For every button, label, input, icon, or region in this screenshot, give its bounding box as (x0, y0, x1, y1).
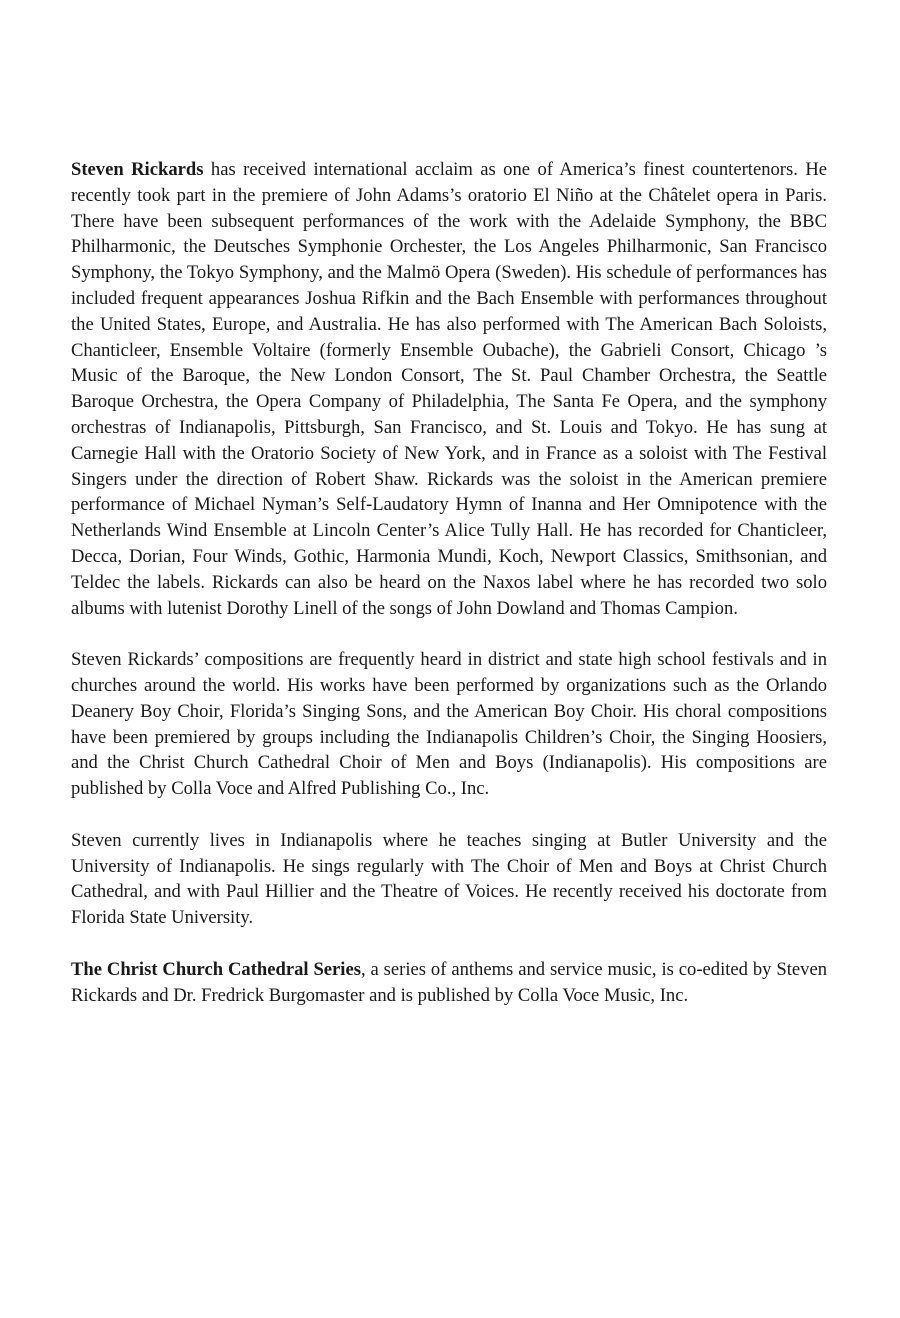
bio-compositions-text: Steven Rickards’ compositions are frequently heard in district and state high school festivals and in churches around the world. His works have been performed by organizations such as the Orlando Deanery Boy Choir, Florida’s Singing Sons, and the American Boy Choir. His choral compositions have been premiered by groups including the Indianapolis Children’s Choir, the Singing Hoosiers, and the Christ Church Cathedral Choir of Men and Boys (Indianapolis). His compositions are published by Colla Voce and Alfred Publishing Co., Inc. (71, 649, 827, 800)
bio-residence-text: Steven currently lives in Indianapolis where he teaches singing at Butler University and the University of Indianapolis. He sings regularly with The Choir of Men and Boys at Christ Church Cathedral, and with Paul Hillier and the Theatre of Voices. He recently received his doctorate from Florida State University. (71, 829, 827, 929)
bio-paragraph-career (71, 157, 827, 621)
bio-paragraph-residence (71, 828, 827, 931)
series-text: , a series of anthems and service music, is co-edited by Steven Rickards and Dr. Fredrick Burgomaster and is published by Colla Voce Music, Inc. (71, 958, 827, 1006)
series-title: The Christ Church Cathedral Series (71, 958, 361, 980)
series-paragraph (71, 957, 827, 1009)
bio-career-text: has received international acclaim as one of America’s finest countertenors. He recently took part in the premiere of John Adams’s oratorio El Niño at the Châtelet opera in Paris. There have been subsequent performances of the work with the Adelaide Symphony, the BBC Philharmonic, the Deutsches Symphonie Orchester, the Los Angeles Philharmonic, San Francisco Symphony, the Tokyo Symphony, and the Malmö Opera (Sweden). His schedule of performances has included frequent appearances Joshua Rifkin and the Bach Ensemble with performances throughout the United States, Europe, and Australia. He has also performed with The American Bach Soloists, Chanticleer, Ensemble Voltaire (formerly Ensemble Oubache), the Gabrieli Consort, Chicago ’s Music of the Baroque, the New London Consort, The St. Paul Chamber Orchestra, the Seattle Baroque Orchestra, the Opera Company of Philadelphia, The Santa Fe Opera, and the symphony orchestras of Indianapolis, Pittsburgh, San Francisco, and St. Louis and Tokyo. He has sung at Carnegie Hall with the Oratorio Society of New York, and in France as a soloist with The Festival Singers under the direction of Robert Shaw. Rickards was the soloist in the American premiere performance of Michael Nyman’s Self-Laudatory Hymn of Inanna and Her Omnipotence with the Netherlands Wind Ensemble at Lincoln Center’s Alice Tully Hall. He has recorded for Chanticleer, Decca, Dorian, Four Winds, Gothic, Harmonia Mundi, Koch, Newport Classics, Smithsonian, and Teldec the labels. Rickards can also be heard on the Naxos label where he has recorded two solo albums with lutenist Dorothy Linell of the songs of John Dowland and Thomas Campion. (71, 159, 827, 619)
document-page (71, 157, 827, 1034)
bio-name: Steven Rickards (71, 159, 204, 180)
bio-paragraph-compositions (71, 647, 827, 802)
